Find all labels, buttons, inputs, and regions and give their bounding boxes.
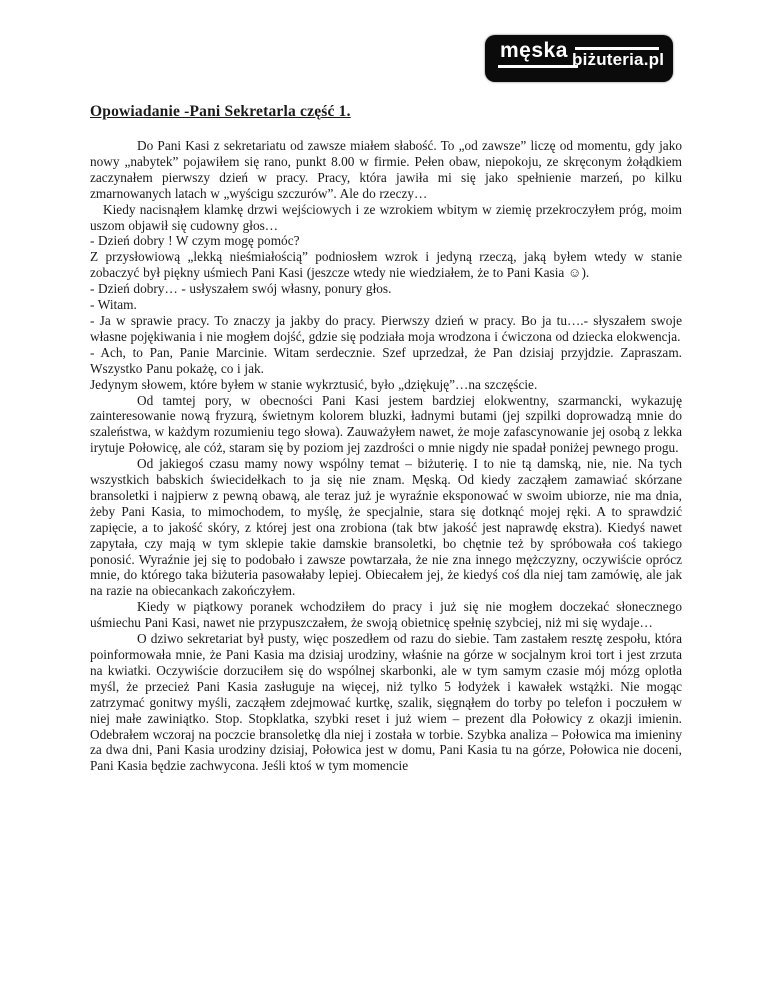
paragraph: - Witam. (90, 297, 137, 313)
paragraph: Kiedy w piątkowy poranek wchodziłem do pracy i już się nie mogłem doczekać słonecznego uśmiechu Pani Kasi, nawet nie przypuszczałem, że swoją obietnicę spełnię szybciej, niż mi się wydaje… (90, 599, 682, 631)
logo-meska-bizuteria (485, 35, 673, 82)
paragraph: O dziwo sekretariat był pusty, więc poszedłem od razu do siebie. Tam zastałem resztę zespołu, która poinformowała mnie, że Pani Kasia ma dzisiaj urodziny, właśnie na górze w socjalnym kroi tort i jest zrzuta na kwiatki. Oczywiście dorzuciłem się do wspólnej skarbonki, ale w tym samym czasie mój mózg oplotła myśl, że przecież Pani Kasia zasługuje na więcej, niż tylko 5 łodyżek i kawałek wstążki. Nie mogąc zatrzymać gonitwy myśli, zacząłem zdejmować kurtkę, szalik, sięgnąłem do torby po telefon i poczułem w niej małe zawiniątko. Stop. Stopklatka, szybki reset i już wiem – prezent dla Połowicy z okazji imienin. Odebrałem wczoraj na poczcie bransoletkę dla niej i została w torbie. Szybka analiza – Połowica ma imieniny za dwa dni, Pani Kasia urodziny dzisiaj, Połowica jest w domu, Pani Kasia tu na górze, Połowica nie doceni, Pani Kasia będzie zachwycona. Jeśli ktoś w tym momencie (90, 631, 682, 774)
paragraph: Jedynym słowem, które byłem w stanie wykrztusić, było „dziękuję”…na szczęście. (90, 376, 538, 392)
paragraph: Kiedy nacisnąłem klamkę drzwi wejściowych i ze wzrokiem wbitym w ziemię przekroczyłem próg, moim uszom objawił się cudowny głos… (90, 201, 682, 233)
paragraph: Z przysłowiową „lekką nieśmiałością” podniosłem wzrok i jedyną rzeczą, jaką byłem wtedy w stanie zobaczyć był piękny uśmiech Pani Kasi (jeszcze wtedy nie wiedziałem, że to Pani Kasia ☺). (90, 249, 682, 281)
logo-text-bizuteria: biżuteria.pl (572, 50, 665, 69)
logo-text-meska: męska (500, 39, 568, 62)
document-body (90, 102, 682, 774)
paragraph-list (90, 138, 682, 774)
page-title: Opowiadanie -Pani Sekretarla część 1. (90, 103, 351, 120)
paragraph: - Dzień dobry ! W czym mogę pomóc? (90, 233, 300, 249)
logo-underline (498, 65, 578, 68)
paragraph: Od jakiegoś czasu mamy nowy wspólny temat – biżuterię. I to nie tą damską, nie, nie. Na tych wszystkich babskich świecidełkach to ja się nie znam. Męską. Od kiedy zacząłem zamawiać skórzane bransoletki i najpierw z pewną obawą, ale teraz już je wyraźnie eksponować w swoim ubiorze, nie ma dnia, żeby Pani Kasia, to mimochodem, to myślę, że specjalnie, stara się dotknąć mojej ręki. A to sprawdzić zapięcie, a to jakość skóry, z której jest ona zrobiona (tak btw jakość jest naprawdę ekstra). Kiedyś nawet zapytała, czy mają w tym sklepie takie damskie bransoletki, bo chętnie też by spróbowała coś takiego ponosić. Wyraźnie jej się to podobało i zawsze powtarzała, że nie zna innego mężczyzny, oczywiście oprócz mnie, do którego taka biżuteria pasowałaby lepiej. Obiecałem jej, że kiedyś coś dla niej tam zamówię, ale jak na razie na obiecankach zakończyłem. (90, 456, 682, 599)
paragraph: - Ach, to Pan, Panie Marcinie. Witam serdecznie. Szef uprzedzał, że Pan dzisiaj przyjdzie. Zapraszam. Wszystko Panu pokażę, co i jak. (90, 344, 682, 376)
paragraph: Do Pani Kasi z sekretariatu od zawsze miałem słabość. To „od zawsze” liczę od momentu, gdy jako nowy „nabytek” pojawiłem się rano, punkt 8.00 w firmie. Pełen obaw, niepokoju, ze skręconym żołądkiem zaczynałem pierwszy dzień w pracy. Pracy, która jawiła mi się jako spełnienie marzeń, po kilku zmarnowanych latach w „wyścigu szczurów”. Ale do rzeczy… (90, 138, 682, 201)
paragraph: Od tamtej pory, w obecności Pani Kasi jestem bardziej elokwentny, szarmancki, wykazuję zainteresowanie nową fryzurą, świetnym kolorem bluzki, ładnymi butami (jej szpilki doprowadzą mnie do szaleństwa, w każdym rozumieniu tego słowa). Zauważyłem nawet, że moje zafascynowanie jej osobą z lekka irytuje Połowicę, ale cóż, staram się by poziom jej zazdrości o mnie nigdy nie spadał poniżej pewnego progu. (90, 392, 682, 456)
paragraph: - Dzień dobry… - usłyszałem swój własny, ponury głos. (90, 281, 392, 297)
paragraph: - Ja w sprawie pracy. To znaczy ja jakby do pracy. Pierwszy dzień w pracy. Bo ja tu….- słyszałem swoje własne pojękiwania i nie mogłem dojść, gdzie się podziała moja wrodzona i ćwiczona od dziecka elokwencja. (90, 312, 682, 344)
